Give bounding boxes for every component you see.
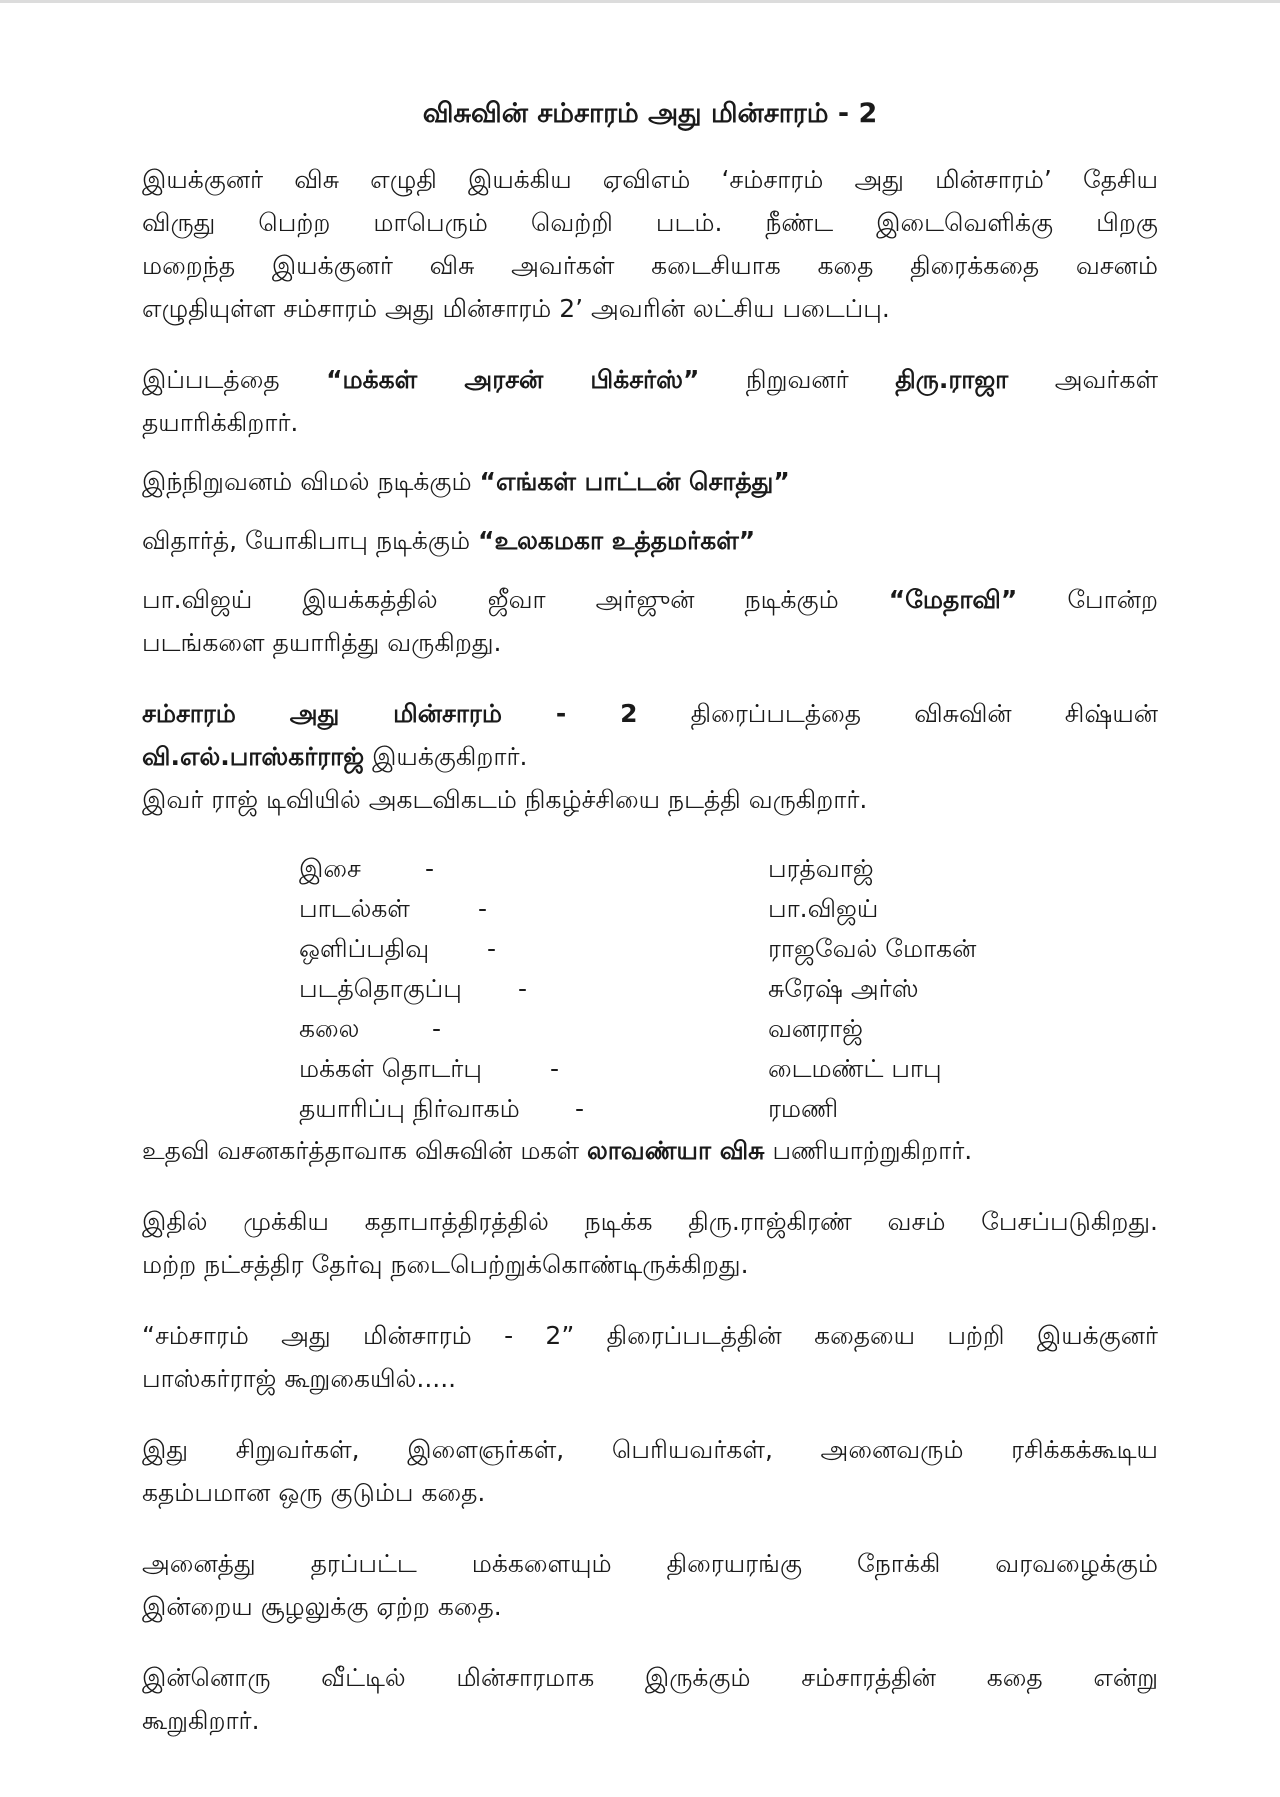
credit-name: பரத்வாஜ் <box>768 854 874 883</box>
credit-role: இசை <box>299 854 361 883</box>
credit-name: ரமணி <box>768 1094 839 1123</box>
director-name: வி.எல்.பாஸ்கர்ராஜ் <box>142 742 365 771</box>
credit-name: சுரேஷ் அர்ஸ் <box>768 974 919 1003</box>
text-line: இதில் முக்கிய கதாபாத்திரத்தில் நடிக்க திரு.ராஜ்கிரண் வசம் பேசப்படுகிறது. <box>142 1207 1158 1236</box>
producer-name: திரு.ராஜா <box>895 365 1009 394</box>
text-line: இன்னொரு வீட்டில் மின்சாரமாக இருக்கும் சம்சாரத்தின் கதை என்று <box>142 1663 1158 1692</box>
text-run: உதவி வசனகர்த்தாவாக விசுவின் மகள் <box>142 1136 580 1165</box>
text-line: எழுதியுள்ள சம்சாரம் அது மின்சாரம் 2’ அவரின் லட்சிய படைப்பு. <box>142 294 890 323</box>
text-run: திரைப்படத்தை விசுவின் சிஷ்யன் <box>690 699 1159 728</box>
paragraph-story-2 <box>142 1542 1158 1628</box>
paragraph-film-1 <box>142 460 1158 503</box>
text-run: அவர்கள் <box>1054 365 1159 394</box>
text-line <box>142 692 1158 735</box>
credit-role: மக்கள் தொடர்பு <box>299 1054 482 1083</box>
film-name: “மேதாவி” <box>888 585 1018 614</box>
credit-row <box>142 969 1158 1009</box>
film-name: சம்சாரம் அது மின்சாரம் - 2 <box>142 699 638 728</box>
paragraph-story-1 <box>142 1428 1158 1514</box>
text-line: மறைந்த இயக்குனர் விசு அவர்கள் கடைசியாக கதை திரைக்கதை வசனம் <box>142 251 1158 280</box>
credit-row <box>142 1049 1158 1089</box>
credit-row <box>142 889 1158 929</box>
credit-separator: - <box>550 1054 560 1083</box>
text-line <box>142 735 1158 778</box>
text-run: இந்நிறுவனம் விமல் நடிக்கும் <box>142 467 472 496</box>
paragraph-director-quote <box>142 1314 1158 1400</box>
credit-row <box>142 1089 1158 1129</box>
credit-separator: - <box>575 1094 585 1123</box>
top-border <box>0 0 1280 3</box>
paragraph-director <box>142 692 1158 821</box>
text-line: மற்ற நட்சத்திர தேர்வு நடைபெற்றுக்கொண்டிருக்கிறது. <box>142 1250 749 1279</box>
text-run: இப்படத்தை <box>142 365 280 394</box>
credit-name: ராஜவேல் மோகன் <box>768 934 977 963</box>
paragraph-film-3 <box>142 578 1158 664</box>
credit-row <box>142 849 1158 889</box>
paragraph-producer <box>142 358 1158 444</box>
credit-separator: - <box>478 894 488 923</box>
credit-name: வனராஜ் <box>768 1014 863 1043</box>
text-line: அனைத்து தரப்பட்ட மக்களையும் திரையரங்கு நோக்கி வரவழைக்கும் <box>142 1549 1158 1578</box>
text-run: பா.விஜய் இயக்கத்தில் ஜீவா அர்ஜுன் நடிக்கும் <box>142 585 839 614</box>
text-run: போன்ற <box>1067 585 1158 614</box>
text-run: பணியாற்றுகிறார். <box>772 1136 973 1165</box>
credit-row <box>142 1009 1158 1049</box>
text-line: கூறுகிறார். <box>142 1706 260 1735</box>
credit-role: படத்தொகுப்பு <box>299 974 462 1003</box>
text-line: பாஸ்கர்ராஜ் கூறுகையில்..... <box>142 1364 457 1393</box>
paragraph-intro <box>142 158 1158 330</box>
credit-name: டைமண்ட் பாபு <box>768 1054 942 1083</box>
text-line: “சம்சாரம் அது மின்சாரம் - 2” திரைப்படத்தின் கதையை பற்றி இயக்குனர் <box>142 1321 1158 1350</box>
credit-role: ஒளிப்பதிவு <box>299 934 430 963</box>
text-run: விதார்த், யோகிபாபு நடிக்கும் <box>142 526 471 555</box>
credit-name: பா.விஜய் <box>768 894 879 923</box>
credit-role: தயாரிப்பு நிர்வாகம் <box>299 1094 520 1123</box>
text-line: இன்றைய சூழலுக்கு ஏற்ற கதை. <box>142 1592 502 1621</box>
film-name: “உலகமகா உத்தமர்கள்” <box>478 526 756 555</box>
text-run: இயக்குகிறார். <box>372 742 528 771</box>
document-title: விசுவின் சம்சாரம் அது மின்சாரம் - 2 <box>422 98 878 129</box>
text-run: நிறுவனர் <box>745 365 849 394</box>
text-line: கதம்பமான ஒரு குடும்ப கதை. <box>142 1478 486 1507</box>
text-line <box>142 358 1158 401</box>
company-name: “மக்கள் அரசன் பிக்சர்ஸ்” <box>326 365 700 394</box>
paragraph-film-2 <box>142 519 1158 562</box>
credit-role: கலை <box>299 1014 360 1043</box>
assistant-writer-name: லாவண்யா விசு <box>586 1136 765 1165</box>
credit-separator: - <box>487 934 497 963</box>
text-line: இயக்குனர் விசு எழுதி இயக்கிய ஏவிஎம் ‘சம்சாரம் அது மின்சாரம்’ தேசிய <box>142 165 1158 194</box>
paragraph-assistant-writer <box>142 1129 1158 1172</box>
document-content <box>142 92 1158 1758</box>
film-name: “எங்கள் பாட்டன் சொத்து” <box>479 467 790 496</box>
credit-separator: - <box>432 1014 442 1043</box>
credits-list <box>142 849 1158 1129</box>
paragraph-casting <box>142 1200 1158 1286</box>
text-line: விருது பெற்ற மாபெரும் வெற்றி படம். நீண்ட இடைவெளிக்கு பிறகு <box>142 208 1158 237</box>
credit-role: பாடல்கள் <box>299 894 410 923</box>
credit-row <box>142 929 1158 969</box>
text-line: படங்களை தயாரித்து வருகிறது. <box>142 628 502 657</box>
text-line: தயாரிக்கிறார். <box>142 408 299 437</box>
credit-separator: - <box>518 974 528 1003</box>
paragraph-story-3 <box>142 1656 1158 1742</box>
text-line: இது சிறுவர்கள், இளைஞர்கள், பெரியவர்கள், அனைவரும் ரசிக்கக்கூடிய <box>142 1435 1158 1464</box>
text-line <box>142 578 1158 621</box>
text-line: இவர் ராஜ் டிவியில் அகடவிகடம் நிகழ்ச்சியை நடத்தி வருகிறார். <box>142 785 868 814</box>
credit-separator: - <box>425 854 435 883</box>
